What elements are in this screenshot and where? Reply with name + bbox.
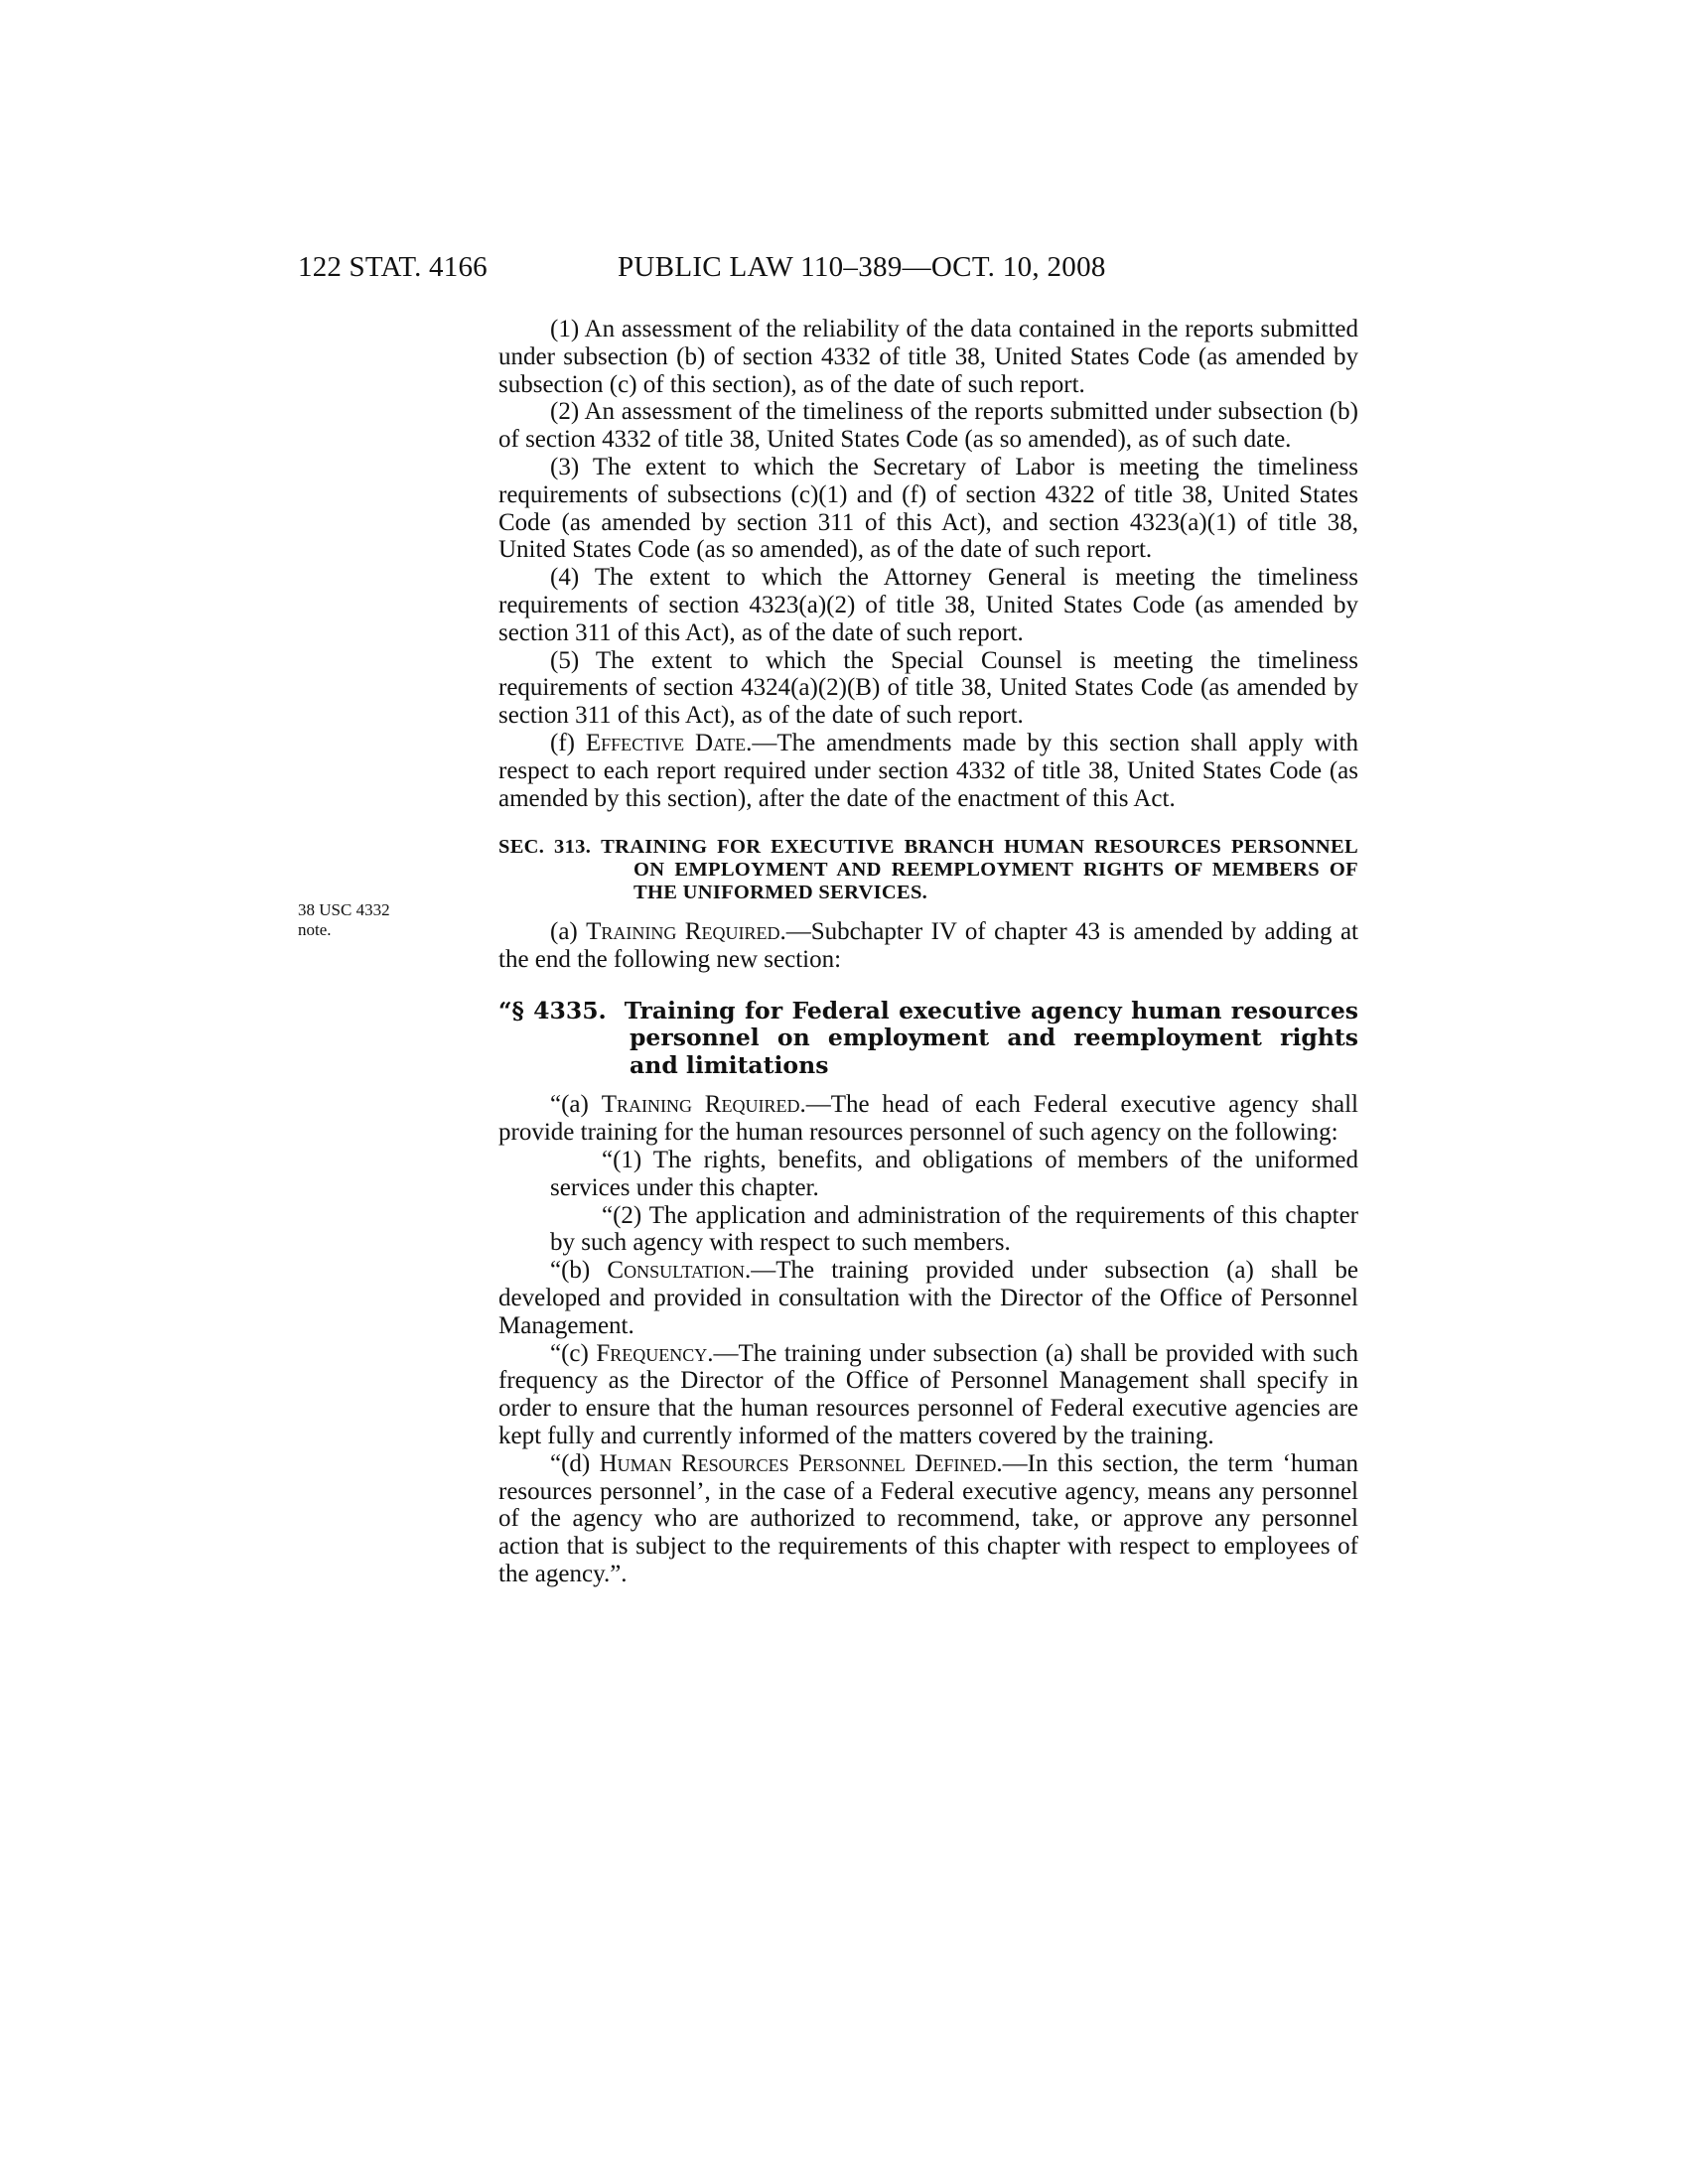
new-d-prefix: “(d) [550,1449,600,1477]
section-a-text: .—Subchapter IV of chapter 43 is amended by adding at the end the following new section: [498,918,1358,974]
section-heading [498,836,1358,904]
section-a-prefix: (a) [550,918,587,946]
new-a-text: .—The head of each Federal executive agency shall provide training for the human resources personnel of such agency on the following: [498,1091,1358,1147]
new-d-caption: Human Resources Personnel Defined [599,1449,997,1477]
section-title: TRAINING FOR EXECUTIVE BRANCH HUMAN RESOURCES PERSONNEL ON EMPLOYMENT AND REEMPLOYMENT RIGHTS OF MEMBERS OF THE UNIFORMED SERVICES. [601,836,1358,904]
new-a-prefix: “(a) [550,1091,602,1119]
new-b-text: .—The training provided under subsection (a) shall be developed and provided in consultation with the Director of the Office of Personnel Management. [498,1257,1358,1339]
new-b-prefix: “(b) [550,1257,608,1285]
new-c-caption: Frequency [596,1339,708,1367]
new-section-heading [498,998,1358,1080]
subsection-f-text: .—The amendments made by this section shall apply with respect to each report required under section 4332 of title 38, United States Code (as amended by this section), after the date of the enactment of this Act. [498,729,1359,812]
margin-note-line2: note. [298,920,332,939]
section-a-caption: Training Required [586,918,780,946]
section-number: SEC. 313. [498,836,592,859]
new-subsection-d [498,1450,1358,1588]
paragraph-3: (3) The extent to which the Secretary of Labor is meeting the timeliness requirements of subsections (c)(1) and (f) of section 4322 of title 38, United States Code (as amended by section 311 of this Act), and section 4323(a)(1) of title 38, United States Code (as so amended), as of the date of such report. [498,453,1358,564]
paragraph-2: (2) An assessment of the timeliness of the reports submitted under subsection (b) of section 4332 of title 38, United States Code (as so amended), as of such date. [498,398,1358,454]
document-body [498,316,1358,1588]
subsection-f [498,730,1358,812]
page-stat-citation: 122 STAT. 4166 [298,251,488,283]
subsection-f-caption: Effective Date [585,729,747,756]
new-c-text: .—The training under subsection (a) shall be provided with such frequency as the Director of the Office of Personnel Management shall specify in order to ensure that the human resources personnel of Federal executive agencies are kept fully and currently informed of the matters covered by the training. [498,1339,1359,1449]
new-b-caption: Consultation [607,1257,745,1285]
new-subsection-a [498,1091,1358,1147]
new-a-caption: Training Required [601,1091,800,1119]
new-paragraph-a1: “(1) The rights, benefits, and obligations of members of the uniformed services under this chapter. [550,1147,1358,1201]
margin-note [298,900,390,940]
margin-note-line1: 38 USC 4332 [298,900,390,919]
new-subsection-c [498,1340,1358,1450]
running-header: PUBLIC LAW 110–389—OCT. 10, 2008 [618,251,1106,283]
subsection-f-prefix: (f) [550,729,586,756]
new-d-text: .—In this section, the term ‘human resources personnel’, in the case of a Federal executive agency, means any personnel of the agency who are authorized to recommend, take, or approve any personnel action that is subject to the requirements of this chapter with respect to employees of the agency.”. [498,1449,1359,1587]
new-section-title: Training for Federal executive agency human resources personnel on employment and reemployment rights and limitations [624,996,1359,1079]
new-section-number: “§ 4335. [498,996,607,1024]
paragraph-1: (1) An assessment of the reliability of the data contained in the reports submitted under subsection (b) of section 4332 of title 38, United States Code (as amended by subsection (c) of this section), as of the date of such report. [498,316,1358,398]
paragraph-4: (4) The extent to which the Attorney General is meeting the timeliness requirements of section 4323(a)(2) of title 38, United States Code (as amended by section 311 of this Act), as of the date of such report. [498,564,1358,646]
new-paragraph-a2: “(2) The application and administration of the requirements of this chapter by such agency with respect to such members. [550,1201,1358,1257]
section-subsection-a [498,918,1358,974]
new-subsection-b [498,1257,1358,1339]
paragraph-5: (5) The extent to which the Special Counsel is meeting the timeliness requirements of section 4324(a)(2)(B) of title 38, United States Code (as amended by section 311 of this Act), as of the date of such report. [498,646,1358,730]
new-c-prefix: “(c) [550,1339,597,1367]
